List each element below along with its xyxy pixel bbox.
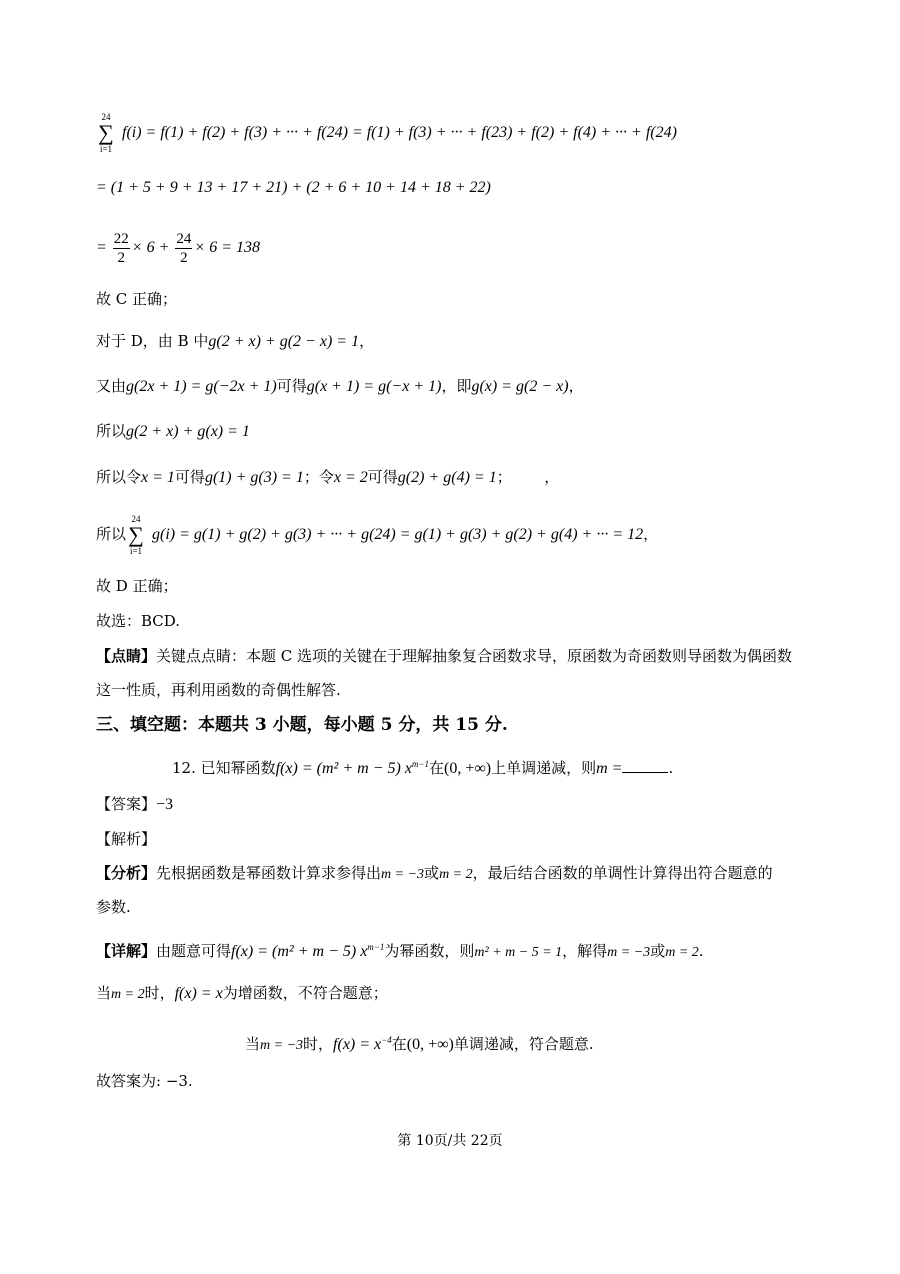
final-answer-line: 故答案为: −3. <box>96 1072 193 1090</box>
c-correct-line: 故 C 正确； <box>96 290 178 308</box>
fraction-22-over-2: $\frac{22}{2}$ <box>113 231 129 266</box>
sum-f-expression: f(i) = f(1) + f(2) + f(3) + ··· + f(24) = f(1) + f(3) + ··· + f(23) + f(2) + f(4) + ··· + f(24) <box>122 124 677 141</box>
case2-line: 当m = −3时，$f(x) = x^{-4}$在(0, +∞)单调递减，符合题意. <box>245 1035 594 1053</box>
question-12: 12. 已知幂函数f(x) = (m² + m − 5) $x^{m-1}$在(0, +∞)上单调递减，则m = . <box>172 759 674 777</box>
answer-blank <box>622 758 668 773</box>
comment-line-1: 【点睛】关键点点睛：本题 C 选项的关键在于理解抽象复合函数求导，原函数为奇函数则导函数为偶函数 <box>96 647 793 665</box>
sum-symbol: 24 ∑ i=1 <box>98 112 114 154</box>
page-footer: 第 10页/共 22页 <box>397 1133 503 1149</box>
so2-line: 所以令x = 1可得g(1) + g(3) = 1；令x = 2可得g(2) + g(4) = 1； ， <box>96 468 560 486</box>
section-heading: 三、填空题：本题共 3 小题，每小题 5 分，共 15 分. <box>96 715 508 735</box>
d-correct-line: 故 D 正确； <box>96 577 178 595</box>
fenxi-line-1: 【分析】先根据函数是幂函数计算求参得出m = −3或m = 2，最后结合函数的单调性计算得出符合题意的 <box>96 864 773 882</box>
fraction-24-over-2: $\frac{24}{2}$ <box>176 231 192 266</box>
fraction-line: = $\frac{22}{2}$ × 6 + $\frac{24}{2}$ × 6 = 138 <box>96 231 260 266</box>
detail-line: 【详解】由题意可得f(x) = (m² + m − 5) $x^{m-1}$为幂函数，则m² + m − 5 = 1，解得m = −3或m = 2. <box>96 942 704 960</box>
comment-line-2: 这一性质，再利用函数的奇偶性解答. <box>96 681 341 699</box>
sum-groups-line: = (1 + 5 + 9 + 13 + 17 + 21) + (2 + 6 + 10 + 14 + 18 + 22) <box>96 179 491 196</box>
analysis-label: 【解析】 <box>96 830 157 848</box>
answer-line: 【答案】−3 <box>96 795 174 813</box>
so1-line: 所以g(2 + x) + g(x) = 1 <box>96 422 250 440</box>
choice-line: 故选：BCD. <box>96 612 181 630</box>
fenxi-line-2: 参数. <box>96 898 131 916</box>
sum-symbol: 24 ∑ i=1 <box>128 514 144 556</box>
d-intro-line: 对于 D，由 B 中g(2 + x) + g(2 − x) = 1， <box>96 332 375 350</box>
also-line: 又由g(2x + 1) = g(−2x + 1)可得g(x + 1) = g(−x + 1)，即g(x) = g(2 − x)， <box>96 377 584 395</box>
so3-line: 所以 24 ∑ i=1 g(i) = g(1) + g(2) + g(3) + ··· + g(24) = g(1) + g(3) + g(2) + g(4) + ··· = 12， <box>96 514 659 556</box>
sum-f-line <box>96 112 677 154</box>
case1-line: 当m = 2时，f(x) = x为增函数，不符合题意； <box>96 984 388 1002</box>
